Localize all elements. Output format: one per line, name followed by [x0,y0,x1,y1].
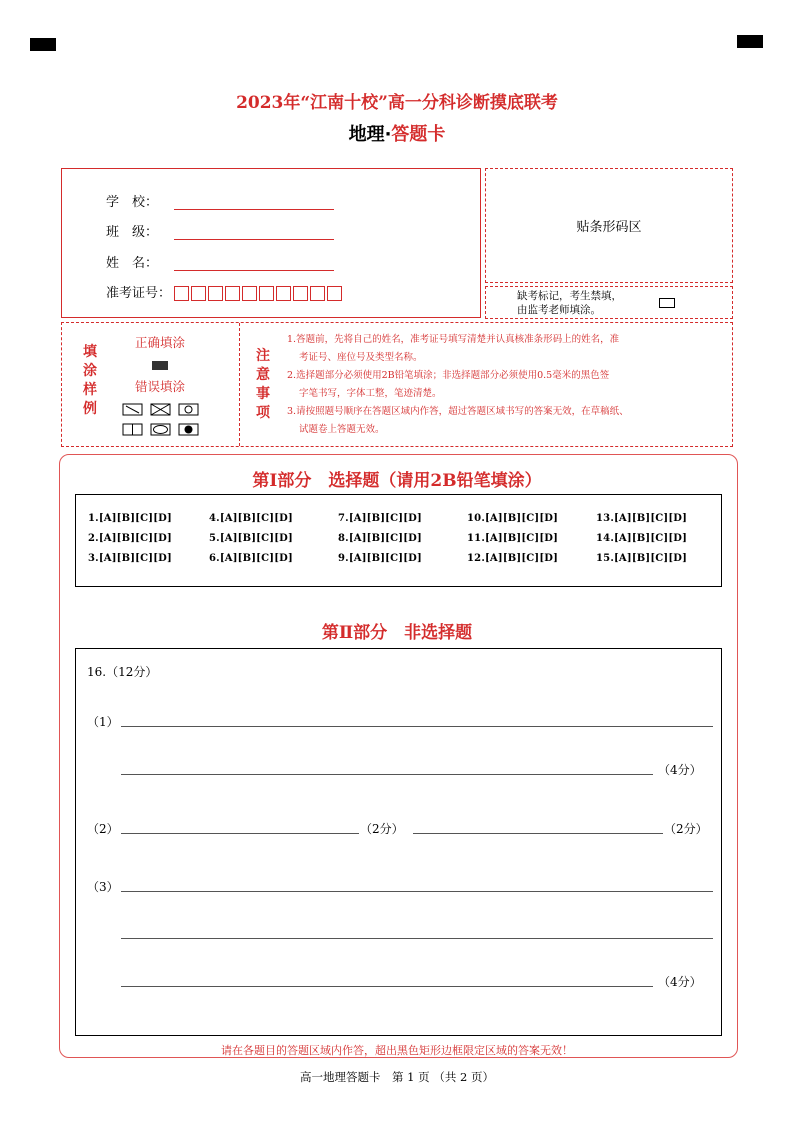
choice-item[interactable]: 6.[A][B][C][D] [209,553,293,564]
instructions-box [61,322,733,447]
wrong-fill-samples [122,403,202,439]
page-footer: 高一地理答题卡 第 1 页 （共 2 页） [300,1070,494,1084]
side-char: 例 [83,401,97,417]
card-name: 答题卡 [391,124,446,145]
notes-list [287,331,727,439]
digit-box[interactable] [191,286,206,301]
barcode-area [485,168,733,283]
correct-fill-sample [152,361,168,370]
digit-box[interactable] [327,286,342,301]
absent-line-2: 由监考老师填涂。 [517,304,601,316]
sub2-label: （2） [87,822,119,836]
choice-item[interactable]: 7.[A][B][C][D] [338,513,422,524]
note-line: 字笔书写，字体工整，笔迹清楚。 [299,388,442,399]
sub3-answer-line-2[interactable] [121,938,713,939]
choice-item[interactable]: 3.[A][B][C][D] [88,553,172,564]
sub3-points: （4分） [658,975,702,989]
choice-item[interactable]: 15.[A][B][C][D] [596,553,688,564]
name-field[interactable] [106,252,334,271]
choice-item[interactable]: 14.[A][B][C][D] [596,533,688,544]
alignment-mark-left [30,38,56,51]
side-char: 涂 [83,363,97,379]
choice-item[interactable]: 11.[A][B][C][D] [467,533,559,544]
choice-item[interactable]: 13.[A][B][C][D] [596,513,688,524]
wrong-fill-label: 错误填涂 [135,379,186,394]
class-line[interactable] [174,225,334,240]
choice-item[interactable]: 8.[A][B][C][D] [338,533,422,544]
choice-item[interactable]: 1.[A][B][C][D] [88,513,172,524]
question-16-box [75,648,722,1036]
digit-box[interactable] [276,286,291,301]
note-line: 考证号、座位号及类型名称。 [299,352,423,363]
digit-box[interactable] [174,286,189,301]
exam-number-boxes[interactable] [174,286,344,301]
digit-box[interactable] [310,286,325,301]
card-title [0,120,794,146]
title-dot: · [384,124,392,145]
part1-title: 第Ⅰ部分 选择题（请用2B铅笔填涂） [252,471,542,491]
class-field[interactable] [106,221,334,240]
alignment-mark-right [737,35,763,48]
side-char: 事 [256,386,270,402]
question-16-label: 16.（12分） [87,665,158,679]
exam-number-label: 准考证号： [106,286,172,301]
sub2-answer-line-1[interactable] [121,833,359,834]
answer-area-warning: 请在各题目的答题区域内作答，超出黑色矩形边框限定区域的答案无效！ [221,1044,573,1057]
name-line[interactable] [174,256,334,271]
absent-checkbox[interactable] [659,298,675,308]
student-info-box [61,168,481,318]
side-char: 意 [256,367,270,383]
subject-name: 地理 [348,124,385,145]
exam-title: 2023年“江南十校”高一分科诊断摸底联考 [236,93,558,113]
choice-item[interactable]: 10.[A][B][C][D] [467,513,559,524]
sub1-answer-line-1[interactable] [121,726,713,727]
choice-item[interactable]: 5.[A][B][C][D] [209,533,293,544]
note-line: 1.答题前，先将自己的姓名，准考证号填写清楚并认真核准条形码上的姓名，准 [287,334,620,345]
name-label: 姓 名： [106,256,159,271]
barcode-label: 贴条形码区 [576,220,642,235]
correct-fill-label: 正确填涂 [135,335,186,350]
sub3-answer-line-1[interactable] [121,891,713,892]
exam-number-field[interactable] [106,282,344,301]
choice-item[interactable]: 4.[A][B][C][D] [209,513,293,524]
digit-box[interactable] [208,286,223,301]
sub3-label: （3） [87,880,119,894]
class-label: 班 级： [106,225,159,240]
side-char: 项 [256,405,270,421]
sub2-answer-line-2[interactable] [413,833,663,834]
school-label: 学 校： [106,195,159,210]
digit-box[interactable] [293,286,308,301]
absent-line-1: 缺考标记，考生禁填， [517,290,622,302]
sub3-answer-line-3[interactable] [121,986,653,987]
choice-item[interactable]: 9.[A][B][C][D] [338,553,422,564]
absent-text [517,289,622,317]
side-char: 注 [256,348,270,364]
note-line: 试题卷上答题无效。 [299,424,385,435]
side-char: 样 [83,382,97,398]
digit-box[interactable] [242,286,257,301]
choice-item[interactable]: 2.[A][B][C][D] [88,533,172,544]
notes-side-label [255,347,271,423]
school-line[interactable] [174,195,334,210]
note-line: 3.请按照题号顺序在答题区域内作答，超过答题区域书写的答案无效，在草稿纸、 [287,406,629,417]
sub1-points: （4分） [658,763,702,777]
choice-item[interactable]: 12.[A][B][C][D] [467,553,559,564]
school-field[interactable] [106,191,334,210]
choice-box [75,494,722,587]
part2-title: 第Ⅱ部分 非选择题 [321,623,473,643]
side-char: 填 [83,344,97,360]
digit-box[interactable] [259,286,274,301]
fill-sample-side-label [82,343,98,419]
sub2-points-2: （2分） [664,822,708,836]
note-line: 2.选择题部分必须使用2B铅笔填涂；非选择题部分必须使用0.5毫米的黑色签 [287,370,610,381]
sub1-answer-line-2[interactable] [121,774,653,775]
sub1-label: （1） [87,715,119,729]
digit-box[interactable] [225,286,240,301]
sub2-points-1: （2分） [360,822,404,836]
absent-marker-box [485,286,733,319]
instructions-divider [239,323,240,446]
